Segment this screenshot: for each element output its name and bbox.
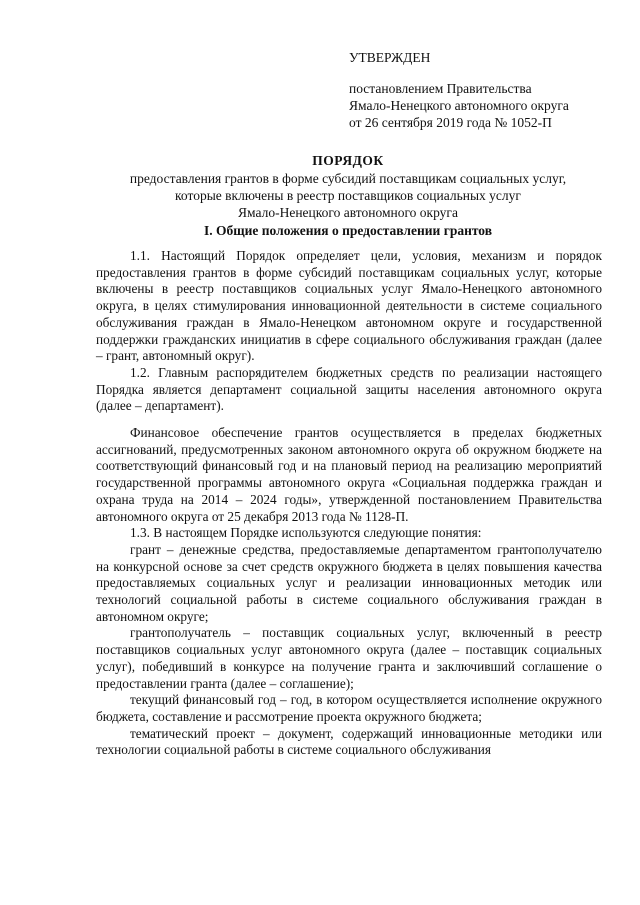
paragraph-financing: Финансовое обеспечение грантов осуществляется в пределах бюджетных ассигнований, предусмотренных законом автономного округа об окружном бюджете на соответствующий финансовый год и на плановый период на реализацию мероприятий государственной программы автономного округа «Социальная поддержка граждан и охрана труда на 2014 – 2024 годы», утвержденной постановлением Правительства автономного округа от 25 декабря 2013 года № 1128-П.: [96, 425, 602, 524]
section-heading: I. Общие положения о предоставлении грантов: [203, 223, 493, 238]
document-subtitle-line: предоставления грантов в форме субсидий поставщикам социальных услуг,: [129, 171, 567, 186]
paragraph-1-1: 1.1. Настоящий Порядок определяет цели, условия, механизм и порядок предоставления грантов в форме субсидий поставщикам социальных услуг, которые включены в реестр поставщиков социальных услуг Ямало-Ненецкого автономного округа, в целях стимулирования инновационной деятельности в системе социального обслуживания граждан в Ямало-Ненецком автономном округе и государственной поддержки гражданских инициатив в сфере социального обслуживания граждан (далее – грант, автономный округ).: [96, 248, 602, 364]
approval-line: постановлением Правительства: [349, 81, 532, 96]
document-title: ПОРЯДОК: [312, 153, 384, 168]
document-title-block: [92, 152, 604, 221]
approval-line: от 26 сентября 2019 года № 1052-П: [349, 115, 552, 130]
document-subtitle-line: Ямало-Ненецкого автономного округа: [238, 205, 458, 220]
definition-grant-recipient: грантополучатель – поставщик социальных услуг, включенный в реестр поставщиков социальных услуг автономного округа (далее – поставщик социальных услуг), победивший в конкурсе на получение гранта и заключивший соглашение о предоставлении гранта (далее – соглашение);: [96, 625, 602, 691]
paragraph-1-2: 1.2. Главным распорядителем бюджетных средств по реализации настоящего Порядка является департамент социальной защиты населения автономного округа (далее – департамент).: [96, 364, 602, 414]
approval-title: УТВЕРЖДЕН: [349, 50, 431, 65]
definition-thematic-project: тематический проект – документ, содержащий инновационные методики или технологии социальной работы в системе социального обслуживания: [96, 725, 602, 758]
definition-grant: грант – денежные средства, предоставляемые департаментом грантополучателю на конкурсной основе за счет средств окружного бюджета в целях повышения качества предоставляемых социальных услуг и реализации инновационных методик или технологий социальной работы в системе социального обслуживания граждан в автономном округе;: [96, 541, 602, 624]
approval-line: Ямало-Ненецкого автономного округа: [349, 98, 569, 113]
document-subtitle-line: которые включены в реестр поставщиков социальных услуг: [175, 188, 521, 203]
document-body: [96, 248, 602, 759]
definition-fiscal-year: текущий финансовый год – год, в котором осуществляется исполнение окружного бюджета, составление и рассмотрение проекта окружного бюджета;: [96, 692, 602, 724]
approval-stamp: [349, 49, 569, 131]
paragraph-1-3: 1.3. В настоящем Порядке используются следующие понятия:: [130, 525, 482, 541]
